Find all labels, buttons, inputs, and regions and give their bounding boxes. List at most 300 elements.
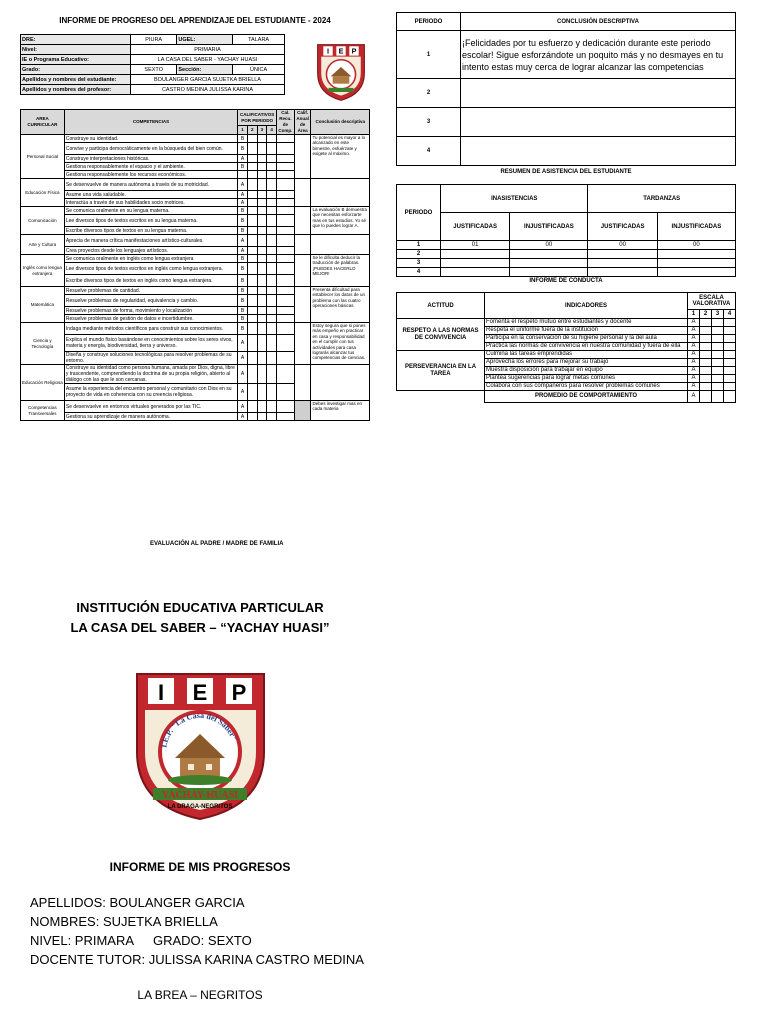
- grade-row: [21, 365, 370, 384]
- conduct-average-value: A: [688, 391, 700, 403]
- conclusion-row: [397, 108, 736, 137]
- grade-empty: [267, 215, 277, 227]
- ugel-value: TALARA: [233, 35, 285, 45]
- grade-empty: [257, 171, 267, 179]
- cover-grado: GRADO: SEXTO: [153, 933, 252, 948]
- logo-letter-e: E: [338, 46, 344, 56]
- grade-empty: [247, 155, 257, 163]
- grade-p1: A: [238, 179, 248, 191]
- competency: Resuelve problemas de forma, movimiento y localización: [64, 307, 237, 315]
- grade-empty: [247, 287, 257, 295]
- conduct-indicator: Participa en la conservación de su higiene personal y la del aula: [485, 335, 688, 343]
- conclusion-text: [461, 137, 736, 166]
- competency: Crea proyectos desde los lenguajes artísticos.: [64, 247, 237, 255]
- grade-empty: [247, 352, 257, 365]
- logo-ring-text: I.E.P. "La Casa del Saber": [159, 710, 239, 749]
- grade-recup: [277, 255, 295, 263]
- grade-p1: B: [238, 315, 248, 323]
- conduct-grade-empty: [712, 327, 724, 335]
- conduct-average-row: [397, 391, 736, 403]
- grade-p1: B: [238, 207, 248, 215]
- col-p2: 2: [247, 126, 257, 135]
- conduct-grade: A: [688, 335, 700, 343]
- grade-empty: [267, 235, 277, 247]
- teacher-value: CASTRO MEDINA JULISSA KARINA: [131, 85, 285, 95]
- grade-recup: [277, 179, 295, 191]
- grade-recup: [277, 295, 295, 307]
- dre-value: PIURA: [131, 35, 177, 45]
- grade-recup: [277, 307, 295, 315]
- area-name: Inglés como lengua extranjera: [21, 255, 65, 287]
- area-name: Ciencia y Tecnología: [21, 323, 65, 365]
- col-p4: 4: [267, 126, 277, 135]
- grade-recup: [277, 215, 295, 227]
- att-col-inasist: INASISTENCIAS: [441, 185, 588, 213]
- conclusion-row: [397, 137, 736, 166]
- grade-empty: [267, 143, 277, 155]
- conclusion-row: [397, 31, 736, 79]
- grades-body: [21, 135, 370, 421]
- grade-p1: A: [238, 191, 248, 199]
- col-p1: 1: [238, 126, 248, 135]
- logo-place-text: LA DRAGA-NEGRITOS: [167, 804, 233, 810]
- col-desc: Conclusión descriptiva: [311, 110, 370, 135]
- area-description: Debes investigar mas en cada materia: [311, 401, 370, 421]
- grade-empty: [257, 263, 267, 275]
- attendance-row: [397, 259, 736, 268]
- conduct-grade-empty: [724, 351, 736, 359]
- grade-empty: [247, 255, 257, 263]
- grade-empty: [257, 179, 267, 191]
- grade-p1: B: [238, 323, 248, 335]
- conduct-indicator: Fomenta el respeto mutuo entre estudiantes y docente: [485, 319, 688, 327]
- attendance-value: 00: [588, 241, 657, 250]
- attendance-value: 00: [657, 241, 735, 250]
- grade-empty: [257, 227, 267, 235]
- area-name: Comunicación: [21, 207, 65, 235]
- grade-p1: B: [238, 295, 248, 307]
- attendance-table: [396, 184, 736, 277]
- attendance-period: 1: [397, 241, 441, 250]
- grade-empty: [267, 401, 277, 413]
- grade-empty: [257, 365, 267, 384]
- cond-col-4: 4: [724, 309, 736, 318]
- competency: Diseña y construye soluciones tecnológicas para resolver problemas de su entorno.: [64, 352, 237, 365]
- competency: Escribe diversos tipos de textos en inglés como lengua extranjera.: [64, 275, 237, 287]
- grade-empty: [267, 315, 277, 323]
- grade-p1: A: [238, 365, 248, 384]
- conduct-grade-empty: [700, 343, 712, 351]
- area-description: Estoy segura que si pones más empeño en practicar en casa y responsabilidad en el cumplir con tus actividades para casa lograrás alcanzar tus competencias de ciencias.: [311, 323, 370, 365]
- grade-recup: [277, 401, 295, 413]
- area-grade: [294, 179, 311, 207]
- grade-recup: [277, 247, 295, 255]
- attendance-value: [657, 250, 735, 259]
- grade-p1: A: [238, 235, 248, 247]
- area-grade: [294, 323, 311, 365]
- area-grade: [294, 255, 311, 287]
- grade-empty: [267, 287, 277, 295]
- grade-empty: [267, 335, 277, 352]
- school-logo-large: [133, 670, 268, 822]
- grade-empty: [257, 191, 267, 199]
- grado-label: Grado:: [21, 65, 131, 75]
- grade-p1: A: [238, 384, 248, 401]
- attendance-value: [441, 259, 510, 268]
- grades-table: [20, 109, 370, 421]
- col-p3: 3: [257, 126, 267, 135]
- grade-p1: B: [238, 227, 248, 235]
- cover-docente: DOCENTE TUTOR: JULISSA KARINA CASTRO MEDINA: [30, 952, 364, 967]
- cover-nombres: NOMBRES: SUJETKA BRIELLA: [30, 914, 218, 929]
- conduct-grade-empty: [700, 383, 712, 391]
- conduct-average-empty: [712, 391, 724, 403]
- conduct-grade-empty: [724, 343, 736, 351]
- ugel-label: UGEL:: [177, 35, 233, 45]
- area-name: Competencias Transversales: [21, 401, 65, 421]
- grade-empty: [257, 255, 267, 263]
- grade-recup: [277, 365, 295, 384]
- report-title: INFORME DE PROGRESO DEL APRENDIZAJE DEL ESTUDIANTE - 2024: [59, 16, 331, 25]
- grade-recup: [277, 163, 295, 171]
- conduct-grade-empty: [724, 375, 736, 383]
- grade-empty: [247, 215, 257, 227]
- grado-value: SEXTO: [131, 65, 177, 75]
- area-grade: [294, 365, 311, 401]
- cond-col-actitud: ACTITUD: [397, 293, 485, 319]
- col-competencias: COMPETENCIAS: [64, 110, 237, 135]
- col-periodo: CALIFICATIVOS POR PERIODO: [238, 110, 277, 126]
- grade-row: [21, 235, 370, 247]
- seccion-value: ÚNICA: [233, 65, 285, 75]
- grade-empty: [247, 384, 257, 401]
- grade-row: [21, 135, 370, 143]
- grade-empty: [247, 227, 257, 235]
- conduct-grade-empty: [724, 383, 736, 391]
- grade-empty: [257, 323, 267, 335]
- grade-empty: [267, 179, 277, 191]
- grade-empty: [267, 263, 277, 275]
- grade-empty: [257, 384, 267, 401]
- grade-empty: [257, 401, 267, 413]
- conduct-indicator: Colabora con sus compañeros para resolver problemas comunes: [485, 383, 688, 391]
- grade-p1: B: [238, 163, 248, 171]
- conclusion-text: ¡Felicidades por tu esfuerzo y dedicación durante este periodo escolar! Sigue esforzándote un poquito más y no desmayes en tu intento estas muy cerca de lograr alcanzar las competencias: [461, 31, 736, 79]
- grade-recup: [277, 287, 295, 295]
- competency: Gestiona su aprendizaje de manera autónoma.: [64, 413, 237, 421]
- conduct-grade: A: [688, 327, 700, 335]
- grade-recup: [277, 352, 295, 365]
- conduct-grade: A: [688, 351, 700, 359]
- attendance-value: [441, 268, 510, 277]
- area-name: Educación Física: [21, 179, 65, 207]
- conduct-grade-empty: [724, 319, 736, 327]
- grade-recup: [277, 155, 295, 163]
- conclusion-text: [461, 79, 736, 108]
- grade-recup: [277, 275, 295, 287]
- col-recup: Cal. Recu. de Comp.: [278, 110, 293, 133]
- conduct-grade: A: [688, 375, 700, 383]
- grade-p1: B: [238, 135, 248, 143]
- competency: Asume la experiencia del encuentro personal y comunitario con Dios en su proyecto de vida en coherencia con su creencia religiosa.: [64, 384, 237, 401]
- attendance-value: [510, 250, 588, 259]
- competency: Construye su identidad como persona humana, amada por Dios, digna, libre y trascendente, comprendiendo la doctrina de su propia religión, abierto al diálogo con las que le son cercanas.: [64, 365, 237, 384]
- grade-empty: [267, 199, 277, 207]
- institution-line-2: LA CASA DEL SABER – “YACHAY HUASI”: [70, 620, 330, 635]
- competency: Escribe diversos tipos de textos en su lengua materna.: [64, 227, 237, 235]
- area-name: Personal Social: [21, 135, 65, 179]
- att-col-tard-injust: INJUSTIFICADAS: [657, 213, 735, 241]
- area-grade: [294, 287, 311, 323]
- ie-value: LA CASA DEL SABER - YACHAY HUASI: [131, 55, 285, 65]
- competency: Se desenvuelve de manera autónoma a través de su motricidad.: [64, 179, 237, 191]
- conduct-average-label: PROMEDIO DE COMPORTAMIENTO: [485, 391, 688, 403]
- attendance-value: [510, 268, 588, 277]
- parent-evaluation-title: EVALUACIÓN AL PADRE / MADRE DE FAMILIA: [150, 541, 284, 545]
- grade-empty: [247, 323, 257, 335]
- cover-nivel: NIVEL: PRIMARA: [30, 933, 135, 948]
- teacher-label: Apellidos y nombres del profesor:: [21, 85, 131, 95]
- conduct-table: [396, 292, 736, 403]
- grade-recup: [277, 335, 295, 352]
- area-grade: [294, 135, 311, 179]
- grade-empty: [247, 143, 257, 155]
- grade-empty: [247, 199, 257, 207]
- conduct-grade-empty: [724, 367, 736, 375]
- competency: Se comunica oralmente en inglés como lengua extranjera: [64, 255, 237, 263]
- grade-p1: A: [238, 352, 248, 365]
- grade-empty: [267, 295, 277, 307]
- grade-empty: [257, 307, 267, 315]
- competency: Se desenvuelve en entornos virtuales generados por las TIC.: [64, 401, 237, 413]
- att-col-inasist-injust: INJUSTIFICADAS: [510, 213, 588, 241]
- area-description: [311, 179, 370, 207]
- conclusion-period: 4: [397, 137, 461, 166]
- conduct-indicator: Respeta el uniforme fuera de la institución: [485, 327, 688, 335]
- seccion-label: Sección:: [177, 65, 233, 75]
- grade-empty: [247, 235, 257, 247]
- grade-empty: [257, 247, 267, 255]
- student-info-table: [20, 34, 285, 95]
- cover-apellidos: APELLIDOS: BOULANGER GARCIA: [30, 895, 245, 910]
- grade-empty: [267, 227, 277, 235]
- conduct-body: [397, 319, 736, 403]
- grade-empty: [247, 179, 257, 191]
- grade-empty: [267, 384, 277, 401]
- grade-empty: [267, 171, 277, 179]
- att-col-inasist-just: JUSTIFICADAS: [441, 213, 510, 241]
- grade-empty: [257, 215, 267, 227]
- conduct-grade-empty: [724, 335, 736, 343]
- grade-recup: [277, 135, 295, 143]
- conduct-grade-empty: [700, 327, 712, 335]
- conduct-grade-empty: [700, 351, 712, 359]
- conduct-indicator: Practica las normas de convivencia en nuestra comunidad y fuera de ella: [485, 343, 688, 351]
- grade-p1: B: [238, 307, 248, 315]
- grade-empty: [267, 163, 277, 171]
- conclusion-table: [396, 12, 736, 166]
- grade-p1: B: [238, 143, 248, 155]
- conduct-average-spacer: [397, 391, 485, 403]
- student-label: Apellidos y nombres del estudiante:: [21, 75, 131, 85]
- attendance-value: [441, 250, 510, 259]
- attendance-period: 4: [397, 268, 441, 277]
- logo-banner-text: YACHAY-HUASI: [161, 790, 239, 801]
- attendance-value: 00: [510, 241, 588, 250]
- area-grade: [294, 401, 311, 421]
- cond-col-indicadores: INDICADORES: [485, 293, 688, 319]
- logo-large-letter-p: P: [231, 680, 247, 705]
- area-grade: [294, 207, 311, 235]
- competency: Asume una vida saludable.: [64, 191, 237, 199]
- grade-p1: B: [238, 287, 248, 295]
- dre-label: DRE:: [21, 35, 131, 45]
- nivel-value: PRIMARIA: [131, 45, 285, 55]
- conclusion-period: 2: [397, 79, 461, 108]
- conclusion-row: [397, 79, 736, 108]
- grade-empty: [257, 275, 267, 287]
- conduct-indicator: Aprovecha los errores para mejorar su trabajo: [485, 359, 688, 367]
- conclusion-period: 1: [397, 31, 461, 79]
- competency: Indaga mediante métodos científicos para construir sus conocimientos.: [64, 323, 237, 335]
- conduct-average-empty: [700, 391, 712, 403]
- grade-empty: [247, 171, 257, 179]
- competency: Lee diversos tipos de textos escritos en inglés como lengua extranjera.: [64, 263, 237, 275]
- grade-row: [21, 401, 370, 413]
- attendance-value: 01: [441, 241, 510, 250]
- competency: Aprecia de manera crítica manifestaciones artístico-culturales.: [64, 235, 237, 247]
- grade-row: [21, 207, 370, 215]
- area-description: [311, 365, 370, 401]
- conduct-grade-empty: [700, 319, 712, 327]
- grade-empty: [247, 263, 257, 275]
- area-description: La evaluación B demuestra que necesitas esforzarte mas en tus estudios. Yo sé que lo puedes lograr A.: [311, 207, 370, 235]
- grade-p1: A: [238, 155, 248, 163]
- conduct-grade: A: [688, 367, 700, 375]
- concl-col-periodo: PERIODO: [397, 13, 461, 31]
- area-name: Arte y Cultura: [21, 235, 65, 255]
- grade-recup: [277, 263, 295, 275]
- grade-empty: [267, 247, 277, 255]
- competency: Resuelve problemas de regularidad, equivalencia y cambio.: [64, 295, 237, 307]
- conduct-row: [397, 351, 736, 359]
- grade-empty: [247, 413, 257, 421]
- grade-empty: [267, 155, 277, 163]
- conduct-grade-empty: [724, 327, 736, 335]
- conduct-grade: A: [688, 359, 700, 367]
- grade-empty: [247, 191, 257, 199]
- area-description: [311, 235, 370, 255]
- conduct-grade: A: [688, 343, 700, 351]
- competency: Gestiona responsablemente los recursos económicos.: [64, 171, 237, 179]
- competency: Resuelve problemas de cantidad.: [64, 287, 237, 295]
- grade-empty: [247, 207, 257, 215]
- grade-empty: [247, 135, 257, 143]
- attendance-period: 3: [397, 259, 441, 268]
- grade-p1: A: [238, 401, 248, 413]
- conduct-grade-empty: [700, 359, 712, 367]
- grade-recup: [277, 191, 295, 199]
- conclusion-text: [461, 108, 736, 137]
- ie-label: IE o Programa Educativo:: [21, 55, 131, 65]
- conduct-grade-empty: [700, 375, 712, 383]
- conduct-attitude: PERSEVERANCIA EN LA TAREA: [397, 351, 485, 391]
- progress-report: [20, 10, 370, 545]
- col-area: AREA CURRICULAR: [21, 110, 65, 135]
- competency: Resuelve problemas de gestión de datos e incertidumbre.: [64, 315, 237, 323]
- conduct-grade-empty: [712, 335, 724, 343]
- grade-empty: [257, 235, 267, 247]
- conduct-grade-empty: [712, 359, 724, 367]
- grade-p1: A: [238, 199, 248, 207]
- competency: Explica el mundo físico basándose en conocimientos sobre los seres vivos, materia y energía, biodiversidad, tierra y universo.: [64, 335, 237, 352]
- area-name: Matemática: [21, 287, 65, 323]
- grade-empty: [257, 135, 267, 143]
- competency: Construye interpretaciones históricas.: [64, 155, 237, 163]
- grade-empty: [267, 207, 277, 215]
- competency: Convive y participa democráticamente en la búsqueda del bien común.: [64, 143, 237, 155]
- right-panel: [396, 12, 736, 457]
- grade-row: [21, 255, 370, 263]
- grade-empty: [257, 207, 267, 215]
- grade-empty: [257, 315, 267, 323]
- attendance-value: [588, 268, 657, 277]
- grade-recup: [277, 207, 295, 215]
- grade-empty: [247, 247, 257, 255]
- grade-empty: [267, 191, 277, 199]
- conduct-grade-empty: [712, 383, 724, 391]
- attendance-row: [397, 250, 736, 259]
- att-col-tard-just: JUSTIFICADAS: [588, 213, 657, 241]
- concl-col-desc: CONCLUSIÓN DESCRIPTIVA: [461, 13, 736, 31]
- conduct-grade-empty: [712, 367, 724, 375]
- institution-line-1: INSTITUCIÓN EDUCATIVA PARTICULAR: [76, 600, 324, 615]
- grade-recup: [277, 413, 295, 421]
- grade-empty: [257, 155, 267, 163]
- grade-empty: [257, 295, 267, 307]
- attendance-row: [397, 241, 736, 250]
- conduct-grade-empty: [712, 319, 724, 327]
- conduct-grade-empty: [700, 367, 712, 375]
- grade-p1: B: [238, 215, 248, 227]
- attendance-value: [588, 250, 657, 259]
- attendance-title: RESUMEN DE ASISTENCIA DEL ESTUDIANTE: [500, 169, 632, 175]
- grade-empty: [267, 255, 277, 263]
- grade-empty: [257, 287, 267, 295]
- grade-p1: A: [238, 247, 248, 255]
- grade-recup: [277, 199, 295, 207]
- grade-empty: [267, 307, 277, 315]
- grade-p1: B: [238, 255, 248, 263]
- conduct-indicator: Plantea sugerencias para lograr metas comunes: [485, 375, 688, 383]
- grade-p1: B: [238, 275, 248, 287]
- conclusion-period: 3: [397, 108, 461, 137]
- attendance-value: [588, 259, 657, 268]
- student-value: BOULANGER GARCIA SUJETKA BRIELLA: [131, 75, 285, 85]
- area-grade: [294, 235, 311, 255]
- attendance-period: 2: [397, 250, 441, 259]
- grade-empty: [247, 401, 257, 413]
- logo-letter-i: I: [326, 46, 330, 56]
- grade-recup: [277, 227, 295, 235]
- cover-location: LA BREA – NEGRITOS: [137, 988, 263, 1002]
- attendance-body: [397, 241, 736, 277]
- grade-empty: [257, 143, 267, 155]
- nivel-label: Nivel:: [21, 45, 131, 55]
- area-description: Se le dificulta deducir la traducción de palabras. ¡PUEDES HACERLO MEJOR!: [311, 255, 370, 287]
- attendance-value: [510, 259, 588, 268]
- grade-empty: [267, 413, 277, 421]
